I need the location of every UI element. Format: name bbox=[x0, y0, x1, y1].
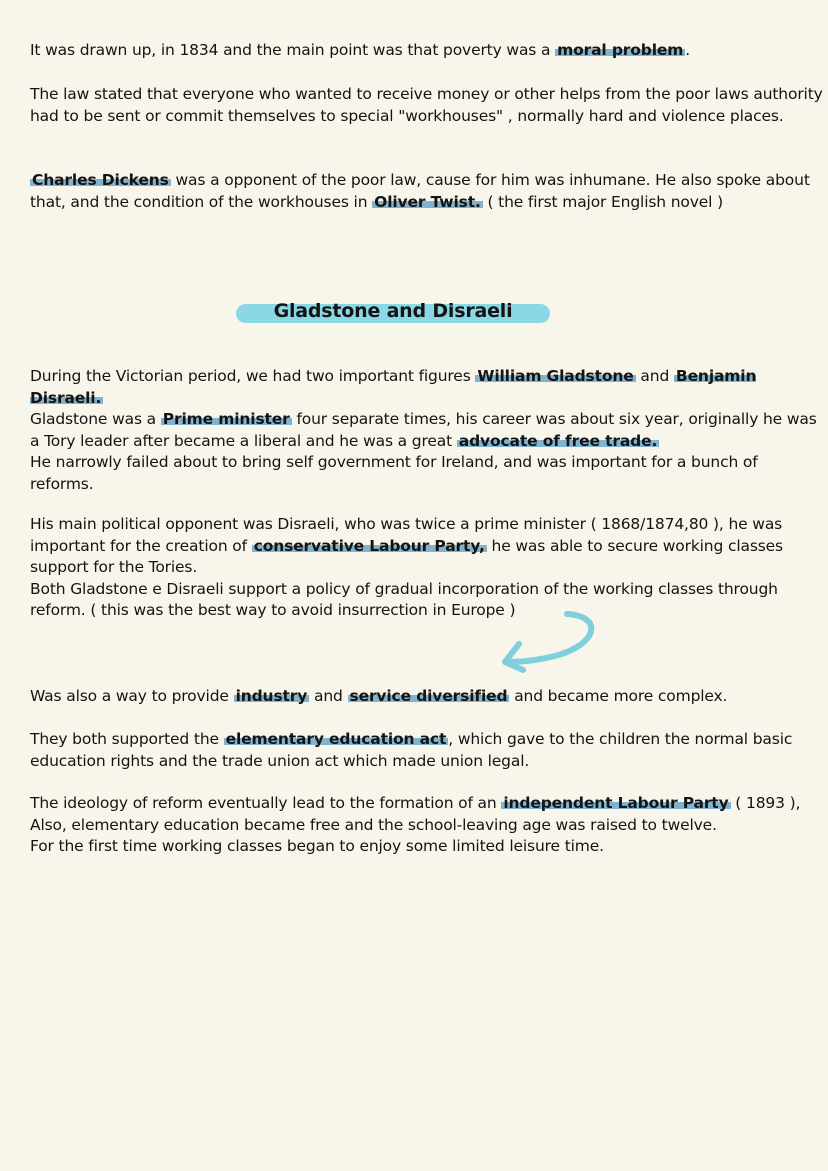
highlight-service-diversified: service diversified bbox=[349, 687, 508, 705]
intro-paragraph-2-wrap bbox=[30, 84, 825, 127]
highlight-benjamin-disraeli: Benjamin Disraeli. bbox=[30, 367, 757, 407]
highlight-prime-minister: Prime minister bbox=[162, 410, 290, 428]
highlight-conservative-labour-party: conservative Labour Party, bbox=[253, 536, 485, 555]
body-paragraph-3: Was also a way to provide industry and service diversified and became more complex. bbox=[30, 687, 728, 705]
highlight-industry: industry bbox=[235, 687, 308, 705]
highlight-free-trade: advocate of free trade. bbox=[458, 431, 658, 450]
intro-paragraph-3: Charles Dickens was a opponent of the poor law, cause for him was inhumane. He also spoke about that, and the condition of the workhouses in Oliver Twist. ( the first major English novel ) bbox=[30, 171, 810, 211]
intro-paragraph-1: It was drawn up, in 1834 and the main point was that poverty was a moral problem . bbox=[30, 41, 691, 59]
curved-arrow-icon bbox=[495, 604, 605, 676]
highlight-elementary-education-act: elementary education act bbox=[225, 730, 447, 748]
section-title: Gladstone and Disraeli bbox=[273, 300, 513, 322]
highlight-moral-problem: moral problem bbox=[557, 41, 684, 59]
intro-paragraph-2: The law stated that everyone who wanted to receive money or other helps from the poor laws authority had to be sent or commit themselves to special "workhouses" , normally hard and violence places. bbox=[30, 85, 823, 125]
highlight-charles-dickens: Charles Dickens bbox=[32, 171, 169, 189]
highlight-oliver-twist: Oliver Twist. bbox=[374, 192, 481, 211]
highlight-independent-labour-party: independent Labour Party bbox=[503, 794, 729, 812]
body-paragraph-5: The ideology of reform eventually lead to the formation of an independent Labour Party ( 1893 ), Also, elementary education became free and the school-leaving age was raised to twelve. For the first time working classes began to enjoy some limited leisure time. bbox=[30, 794, 801, 855]
body-paragraph-1: During the Victorian period, we had two important figures William Gladstone and Benjamin Disraeli. Gladstone was a Prime minister four separate times, his career was about six year, originally he was a Tory leader after became a liberal and he was a great advocate of free trade. He narrowly failed about to bring self government for Ireland, and was important for a bunch of reforms. bbox=[30, 367, 817, 493]
highlight-william-gladstone: William Gladstone bbox=[477, 367, 634, 385]
body-paragraph-2: His main political opponent was Disraeli, who was twice a prime minister ( 1868/1874,80 ), he was important for the creation of conservative Labour Party, he was able to secure working classes support for the Tories. Both Gladstone e Disraeli support a policy of gradual incorporation of the working classes through reform. ( this was the best way to avoid insurrection in Europe ) bbox=[30, 515, 783, 619]
intro-paragraph-3-wrap bbox=[30, 170, 825, 213]
intro-section bbox=[30, 40, 825, 62]
body-paragraph-4: They both supported the elementary education act , which gave to the children the normal basic education rights and the trade union act which made union legal. bbox=[30, 730, 793, 770]
